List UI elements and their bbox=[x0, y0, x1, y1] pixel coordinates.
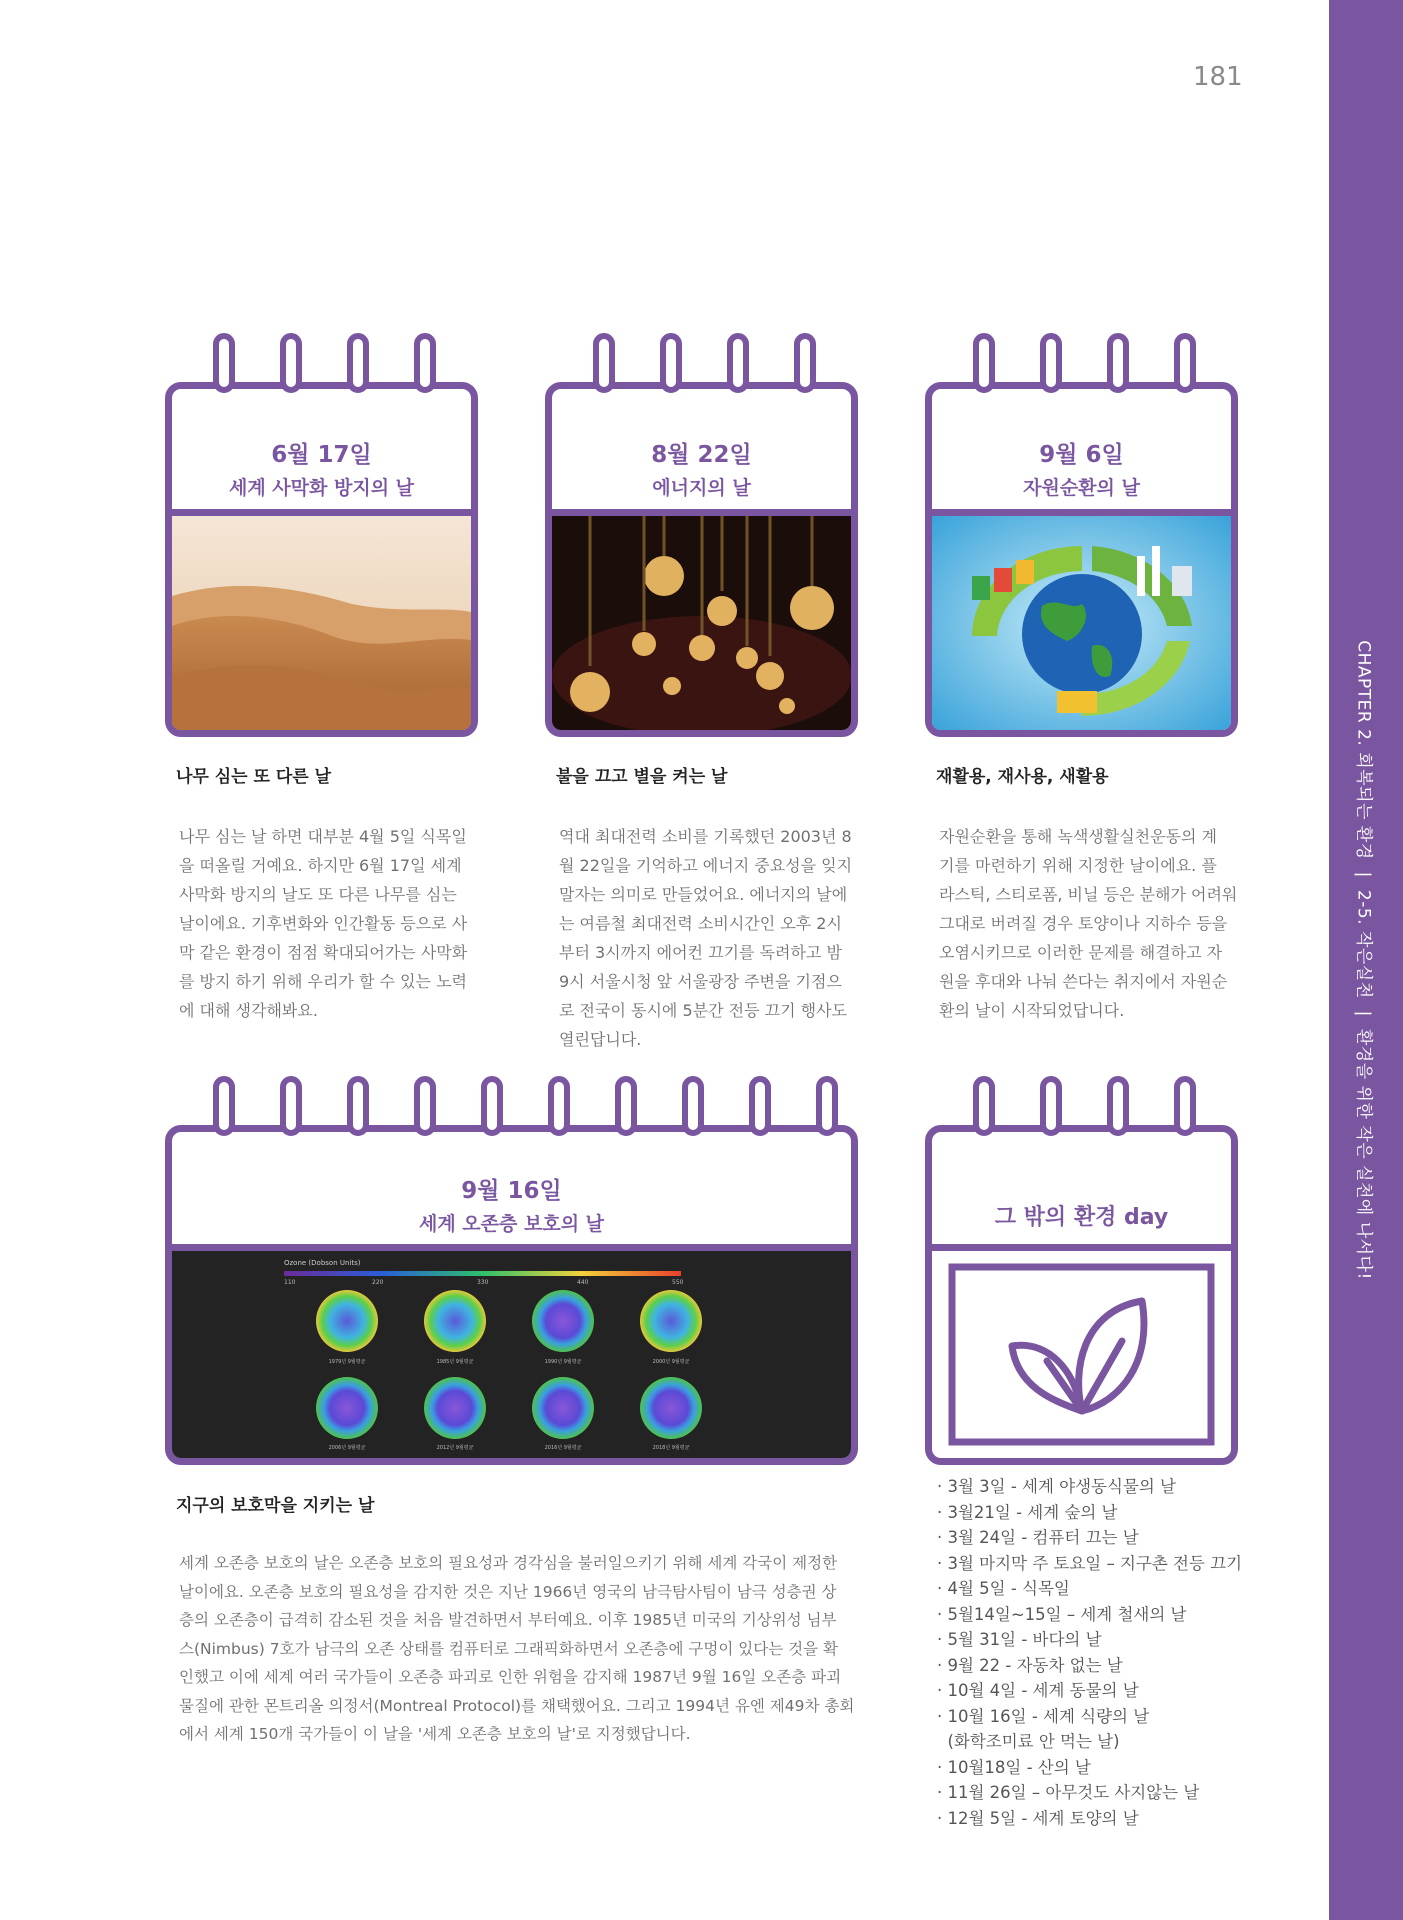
scale-tick: 550 bbox=[672, 1279, 684, 1286]
globe-caption: 1990년 9월평균 bbox=[544, 1359, 582, 1365]
list-item: · 3월21일 - 세계 숲의 날 bbox=[937, 1502, 1118, 1522]
card-body-desert: 나무 심는 날 하면 대부분 4월 5일 식목일 을 떠올릴 거예요. 하지만 6월 17일 세계 사막화 방지의 날도 또 다른 나무를 심는 날이에요. 기후변화와 인간활동 등으로 사 막 같은 환경이 점점 확대되어가는 사막화 를 방지 하기 위해 우리가 할 수 있는 노력 에 대해 생각해봐요. bbox=[179, 827, 468, 1020]
card-subtitle: 재활용, 재사용, 새활용 bbox=[936, 767, 1109, 787]
ozone-globe bbox=[424, 1290, 486, 1352]
chapter-label: CHAPTER 2. 회복되는 환경 bbox=[1353, 640, 1374, 860]
card-date: 9월 16일 bbox=[461, 1178, 562, 1204]
list-item: · 12월 5일 - 세계 토양의 날 bbox=[937, 1808, 1139, 1828]
globe-caption: 2000년 9월평균 bbox=[652, 1359, 690, 1365]
ozone-globes bbox=[316, 1290, 702, 1439]
leaf-icon-area bbox=[932, 1251, 1231, 1458]
binder-rings bbox=[925, 1076, 1238, 1136]
card-title: 그 밖의 환경 day bbox=[994, 1205, 1169, 1230]
card-day-name: 세계 오존층 보호의 날 bbox=[418, 1213, 605, 1235]
leaf-icon bbox=[1012, 1301, 1144, 1411]
card-subtitle: 지구의 보호막을 지키는 날 bbox=[176, 1496, 375, 1516]
environment-day-list bbox=[937, 1474, 1242, 1831]
list-item: (화학조미료 안 먹는 날) bbox=[937, 1732, 1120, 1751]
card-header bbox=[932, 1200, 1231, 1231]
scale-tick: 220 bbox=[372, 1279, 384, 1286]
binder-rings bbox=[165, 333, 478, 393]
globe-caption: 2018년 9월평균 bbox=[652, 1445, 690, 1451]
ozone-chart-title: Ozone (Dobson Units) bbox=[284, 1259, 361, 1267]
card-day-name: 자원순환의 날 bbox=[1023, 477, 1140, 499]
binder-rings bbox=[925, 333, 1238, 393]
card-date: 6월 17일 bbox=[271, 442, 372, 468]
card-date: 9월 6일 bbox=[1039, 442, 1124, 468]
card-body-ozone: 세계 오존층 보호의 날은 오존층 보호의 필요성과 경각심을 불러일으키기 위해 세계 각국이 제정한 날이에요. 오존층 보호의 필요성을 감지한 것은 지난 1966년 영국의 남극탐사팀이 남극 성층권 상 층의 오존층이 급격히 감소된 것을 처음 발견하면서 부터예요. 이후 1985년 미국의 기상위성 님부 스(Nimbus) 7호가 남극의 오존 상태를 컴퓨터로 그래픽화하면서 오존층에 구멍이 있다는 것을 확 인했고 이에 세계 여러 국가들이 오존층 파괴로 인한 위험을 감지해 1987년 9월 16일 오존층 파괴 물질에 관한 몬트리올 의정서(Montreal Protocol)를 채택했어요. 그리고 1994년 유엔 제49차 총회 에서 세계 150개 국가들이 이 날을 '세계 오존층 보호의 날'로 지정했답니다. bbox=[179, 1554, 855, 1743]
list-item: · 3월 마지막 주 토요일 – 지구촌 전등 끄기 bbox=[937, 1553, 1243, 1573]
light-bulbs-image bbox=[552, 516, 851, 730]
calendar-card-desert bbox=[165, 367, 478, 737]
list-item: · 10월 16일 - 세계 식량의 날 bbox=[937, 1706, 1150, 1726]
card-header bbox=[552, 436, 851, 500]
card-header bbox=[172, 1172, 851, 1236]
ozone-globe bbox=[316, 1377, 378, 1439]
ozone-globe bbox=[640, 1377, 702, 1439]
list-item: · 3월 3일 - 세계 야생동식물의 날 bbox=[937, 1477, 1176, 1496]
card-body-energy: 역대 최대전력 소비를 기록했던 2003년 8 월 22일을 기억하고 에너지 중요성을 잊지 말자는 의미로 만들었어요. 에너지의 날에 는 여름철 최대전력 소비시간인 오후 2시 부터 3시까지 에어컨 끄기를 독려하고 밤 9시 서울시청 앞 서울광장 주변을 기점으 로 전국이 동시에 5분간 전등 끄기 행사도 열린답니다. bbox=[559, 827, 853, 1049]
scale-tick: 440 bbox=[577, 1279, 589, 1286]
desert-image bbox=[172, 516, 471, 730]
section-title: 환경을 위한 작은 실천에 나서다! bbox=[1353, 1028, 1374, 1280]
section-label: 2-5. 작은실천 bbox=[1353, 889, 1374, 999]
globe-caption: 2006년 9월평균 bbox=[328, 1445, 366, 1451]
ozone-hole-image bbox=[172, 1251, 851, 1458]
ozone-color-scale bbox=[284, 1271, 681, 1276]
list-item: · 9월 22 - 자동차 없는 날 bbox=[937, 1655, 1123, 1675]
card-header bbox=[932, 436, 1231, 500]
card-subtitle: 불을 끄고 별을 켜는 날 bbox=[556, 767, 728, 787]
recycling-globe-image bbox=[932, 516, 1231, 730]
ozone-globe bbox=[532, 1377, 594, 1439]
binder-rings bbox=[545, 333, 858, 393]
card-subtitle: 나무 심는 또 다른 날 bbox=[176, 767, 332, 787]
card-day-name: 에너지의 날 bbox=[652, 477, 751, 499]
ozone-globe bbox=[640, 1290, 702, 1352]
page-number: 181 bbox=[1193, 62, 1243, 92]
binder-rings bbox=[165, 1076, 858, 1136]
scale-tick: 110 bbox=[284, 1279, 296, 1286]
calendar-card-recycle bbox=[925, 367, 1238, 737]
card-body-recycle: 자원순환을 통해 녹색생활실천운동의 계 기를 마련하기 위해 지정한 날이에요. 플 라스틱, 스티로폼, 비닐 등은 분해가 어려워 그대로 버려질 경우 토양이나 지하수 등을 오염시키므로 이러한 문제를 해결하고 자 원을 후대와 나눠 쓴다는 취지에서 자원순 환의 날이 시작되었답니다. bbox=[939, 827, 1238, 1020]
list-item: · 5월14일~15일 – 세계 철새의 날 bbox=[937, 1604, 1187, 1624]
globe-caption: 2016년 9월평균 bbox=[544, 1445, 582, 1451]
globe-caption: 1985년 9월평균 bbox=[436, 1359, 474, 1365]
card-header bbox=[172, 436, 471, 500]
calendar-card-energy bbox=[545, 367, 858, 737]
list-item: · 3월 24일 - 컴퓨터 끄는 날 bbox=[937, 1528, 1139, 1547]
list-item: · 4월 5일 - 식목일 bbox=[937, 1579, 1070, 1598]
calendar-card-other bbox=[925, 1110, 1238, 1465]
chapter-sidebar-label: CHAPTER 2. 회복되는 환경|2-5. 작은실천|환경을 위한 작은 실천에 나서다! bbox=[1353, 640, 1374, 1280]
card-day-name: 세계 사막화 방지의 날 bbox=[228, 477, 415, 499]
card-date: 8월 22일 bbox=[651, 442, 752, 468]
ozone-globe bbox=[532, 1290, 594, 1352]
list-item: · 11월 26일 – 아무것도 사지않는 날 bbox=[937, 1783, 1200, 1802]
globe-caption: 2012년 9월평균 bbox=[436, 1445, 474, 1451]
list-item: · 10월 4일 - 세계 동물의 날 bbox=[937, 1681, 1139, 1700]
ozone-globe bbox=[424, 1377, 486, 1439]
globe-caption: 1979년 9월평균 bbox=[328, 1359, 366, 1365]
scale-tick: 330 bbox=[477, 1279, 489, 1286]
list-item: · 10월18일 - 산의 날 bbox=[937, 1757, 1091, 1777]
calendar-card-ozone bbox=[165, 1110, 858, 1465]
ozone-globe bbox=[316, 1290, 378, 1352]
list-item: · 5월 31일 - 바다의 날 bbox=[937, 1630, 1102, 1649]
